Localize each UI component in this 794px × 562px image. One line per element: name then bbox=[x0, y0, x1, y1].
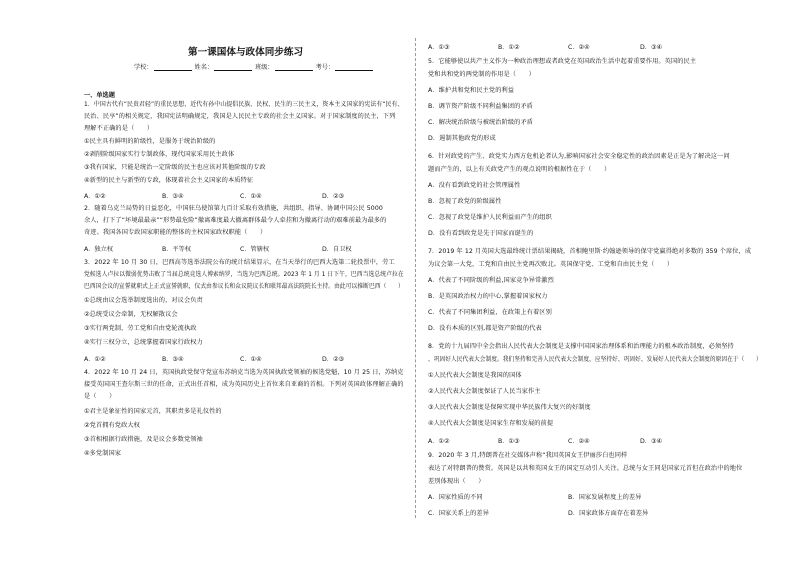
question-text: 党和共和党的两党制的作用是（ ） bbox=[428, 71, 535, 78]
school-field[interactable] bbox=[154, 64, 192, 71]
question-text: 为议会第一大党，工党和自由民主党再次败北。英国保守党、工党和自由民主党（ ） bbox=[428, 261, 674, 268]
answer-option[interactable]: D．自卫权 bbox=[322, 246, 352, 253]
question-text: 、巩固好人民代表大会制度。我们坚持和完善人民代表大会制度，应坚持好、巩固好、发展好人民代表大会制度的原因在于（ ） bbox=[428, 356, 762, 363]
answer-option[interactable]: A．独立权 bbox=[84, 246, 113, 253]
answer-option[interactable]: D．②③ bbox=[322, 193, 345, 200]
answer-option[interactable]: B．①③ bbox=[498, 438, 520, 445]
answer-option[interactable]: D．没有本质的区别,都是资产阶级的代表 bbox=[428, 325, 542, 332]
school-label: 学校： bbox=[134, 64, 153, 71]
page-title: 第一课国体与政体同步练习 bbox=[188, 47, 304, 58]
question-text: 6．针对政党的产生、政党实力西方危机论者认为,影响国家社会安全稳定性的政治因素是正是为了解决这一问 bbox=[428, 153, 730, 160]
answer-option[interactable]: A．①③ bbox=[428, 44, 450, 51]
option-statement: ③人民代表大会制度是保障实现中华民族伟大复兴的好制度 bbox=[428, 404, 591, 411]
question-text: 余人，打下了“坏境最最亲”“形势最危险”撤离难度最大撤离群体最令人牵挂和为撤离行动的艰难前最为最多的 bbox=[84, 217, 387, 224]
class-field[interactable] bbox=[275, 64, 313, 71]
answer-option[interactable]: A．①② bbox=[428, 438, 450, 445]
option-statement: ②党首拥有党政大权 bbox=[84, 422, 140, 429]
answer-option[interactable]: C．忽视了政党是维护人民利益而产生的组织 bbox=[428, 214, 552, 221]
answer-option[interactable]: A．①② bbox=[84, 193, 106, 200]
answer-option[interactable]: A．维护共和党和民主党的利益 bbox=[428, 87, 515, 94]
answer-option[interactable]: C．①④ bbox=[240, 193, 262, 200]
answer-option[interactable]: D．遏制其他政党的形成 bbox=[428, 135, 496, 142]
question-text: 7．2019 年 12 月英国大选最终统计票结果揭晓，首相鲍里斯·约翰逊领导的保守党赢得绝对多数的 359 个席位，成 bbox=[428, 248, 752, 255]
option-statement: ④多党制国家 bbox=[84, 450, 122, 457]
answer-option[interactable]: B．平等权 bbox=[162, 246, 191, 253]
option-statement: ①人民代表大会制度是我国的国体 bbox=[428, 372, 522, 379]
answer-option[interactable]: B．③④ bbox=[162, 356, 184, 363]
name-label: 姓名： bbox=[194, 64, 214, 71]
answer-option[interactable]: C．②④ bbox=[568, 44, 590, 51]
question-text: 3．2022 年 10 月 30 日，巴西高等选举法院公布的统计结果显示，在当天举行的巴西大选第二轮投票中，劳工 bbox=[84, 259, 395, 266]
answer-option[interactable]: D．没有看到政党是先于国家而诞生的 bbox=[428, 230, 534, 237]
question-text: 5．它能够使以共产主义作为一种政治理想或者政党在英国政治生活中起着重要作用。英国的民主 bbox=[428, 58, 697, 65]
question-text: 巴西国会议的宣誓就职式上正式宣誓就职，仪式由参议长和众议院议长和联邦最高法院院长主持。由此可以推断巴西（ ） bbox=[84, 283, 404, 290]
option-statement: ②人民代表大会制度保证了人民当家作主 bbox=[428, 388, 541, 395]
question-text: 民治、民享”的相关规定，我国宪法明确规定，我国是人民民主专政的社会主义国家。对于国家制度的民主，下列 bbox=[84, 113, 396, 120]
option-statement: ①民主具有鲜明的阶级性，是服务于统治阶级的 bbox=[84, 138, 216, 145]
answer-option[interactable]: A．没有看到政党的社会管理属性 bbox=[428, 182, 521, 189]
answer-option[interactable]: C．国家关系上的差异 bbox=[428, 510, 490, 517]
question-text: 差别体现出（ ） bbox=[428, 478, 485, 485]
question-text: 8．党的十九届四中全会指出人民代表大会制度是支撑中国国家治理体系和治理能力的根本政治制度，必须坚持 bbox=[428, 343, 734, 350]
answer-option[interactable]: D．③④ bbox=[640, 438, 663, 445]
section-heading: 一、单选题 bbox=[84, 92, 115, 99]
name-field[interactable] bbox=[214, 64, 252, 71]
question-text: 是（ ） bbox=[84, 393, 116, 400]
question-text: 表达了对特朗普的赞赏。英国是以共和英国女王的国定互动引人关注。总统与女王同是国家元首但在政治中的地位 bbox=[428, 465, 743, 472]
exam-no-label: 考号： bbox=[315, 64, 335, 71]
option-statement: ②剥削阶级国家实行专制政体，现代国家采用民主政体 bbox=[84, 151, 235, 158]
answer-option[interactable]: C．代表了不同集团利益，在政策上有着区别 bbox=[428, 309, 552, 316]
answer-option[interactable]: C．管辖权 bbox=[240, 246, 270, 253]
answer-option[interactable]: D．②③ bbox=[322, 356, 345, 363]
answer-option[interactable]: B．①② bbox=[498, 44, 520, 51]
question-text: 4．2022 年 10 月 24 日，英国执政党保守党宣布苏纳克当选为英国执政党领袖的候选党魁，10 月 25 日，苏纳克 bbox=[84, 369, 404, 376]
exam-no-field[interactable] bbox=[335, 64, 373, 71]
answer-option[interactable]: B．国家发展程度上的差异 bbox=[568, 494, 642, 501]
option-statement: ③实行两党制，劳工党和自由党轮流执政 bbox=[84, 325, 197, 332]
column-divider bbox=[415, 38, 416, 518]
option-statement: ④人民代表大会制度是国家生存和发展的前提 bbox=[428, 420, 554, 427]
option-statement: ③首相根据行政措施，及是议会多数党领袖 bbox=[84, 436, 203, 443]
option-statement: ①总统由议会选举制度选出的，对议会负责 bbox=[84, 297, 203, 304]
question-text: 2．随着乌克兰局势的日益恶化，中国驻乌使馆第九百计采取有效措施，共组织、指导、协调中国公民 5000 bbox=[84, 205, 383, 212]
answer-option[interactable]: A．国家性质的不同 bbox=[428, 494, 483, 501]
answer-option[interactable]: D．③④ bbox=[640, 44, 663, 51]
option-statement: ④新型的民主与新型的专政，体现着社会主义国家的本质特征 bbox=[84, 177, 254, 184]
option-statement: ④实行三权分立，总统掌握着国家行政权力 bbox=[84, 339, 203, 346]
answer-option[interactable]: B．调节资产阶级不同利益集团的矛盾 bbox=[428, 103, 533, 110]
answer-option[interactable]: B．③④ bbox=[162, 193, 184, 200]
question-text: 理解不正确的是（ ） bbox=[84, 125, 154, 132]
question-text: 题而产生的，以上有关政党产生的观点说明的根据性在于（ ） bbox=[428, 166, 611, 173]
answer-option[interactable]: C．解决统治阶级与被统治阶级的矛盾 bbox=[428, 119, 534, 126]
answer-option[interactable]: C．①④ bbox=[240, 356, 262, 363]
answer-option[interactable]: C．②④ bbox=[568, 438, 590, 445]
option-statement: ③我有国家，只能是统治一定阶级的民主也应该对其他阶级的专政 bbox=[84, 164, 266, 171]
class-label: 班级： bbox=[255, 64, 274, 71]
question-text: 奇迹。我国各国专政国家职能的整体的主权国家政权职能（ ） bbox=[84, 229, 267, 236]
question-text: 党候选人卢拉以微弱优势击败了当届总统竞选人博索纳罗，当选为巴西总统。2023 年 1 月 1 日下午，巴西当选总统卢拉在 bbox=[84, 271, 404, 278]
question-text: 9．2020 年 3 月,特朗普在社交媒体声称“我因英国女王伊丽莎白也同样 bbox=[428, 452, 628, 459]
question-text: 接受英国国王查尔斯三世的任命，正式出任首相，成为英国历史上首位来自亚裔的首相。下列对英国政体理解正确的 bbox=[84, 381, 404, 388]
answer-option[interactable]: B．是英国政治权力的中心,掌握着国家权力 bbox=[428, 293, 548, 300]
option-statement: ②总统受议会牵制，无权解散议会 bbox=[84, 311, 178, 318]
answer-option[interactable]: A．代表了不同阶级的利益,国家竞争异常激烈 bbox=[428, 277, 554, 284]
student-info-row bbox=[134, 62, 374, 71]
answer-option[interactable]: A．①② bbox=[84, 356, 106, 363]
answer-option[interactable]: B．忽视了政党的阶级属性 bbox=[428, 198, 502, 205]
answer-option[interactable]: D．国家政体方面存在着差异 bbox=[568, 510, 649, 517]
option-statement: ①君主是象征性的国家元首，其职责多是礼仪性的 bbox=[84, 408, 222, 415]
question-text: 1．中国古代有“民贵君轻”的重民思想，近代有孙中山提倡民族、民权、民生的三民主义，资本主义国家的宪法有“民有、 bbox=[84, 101, 404, 108]
